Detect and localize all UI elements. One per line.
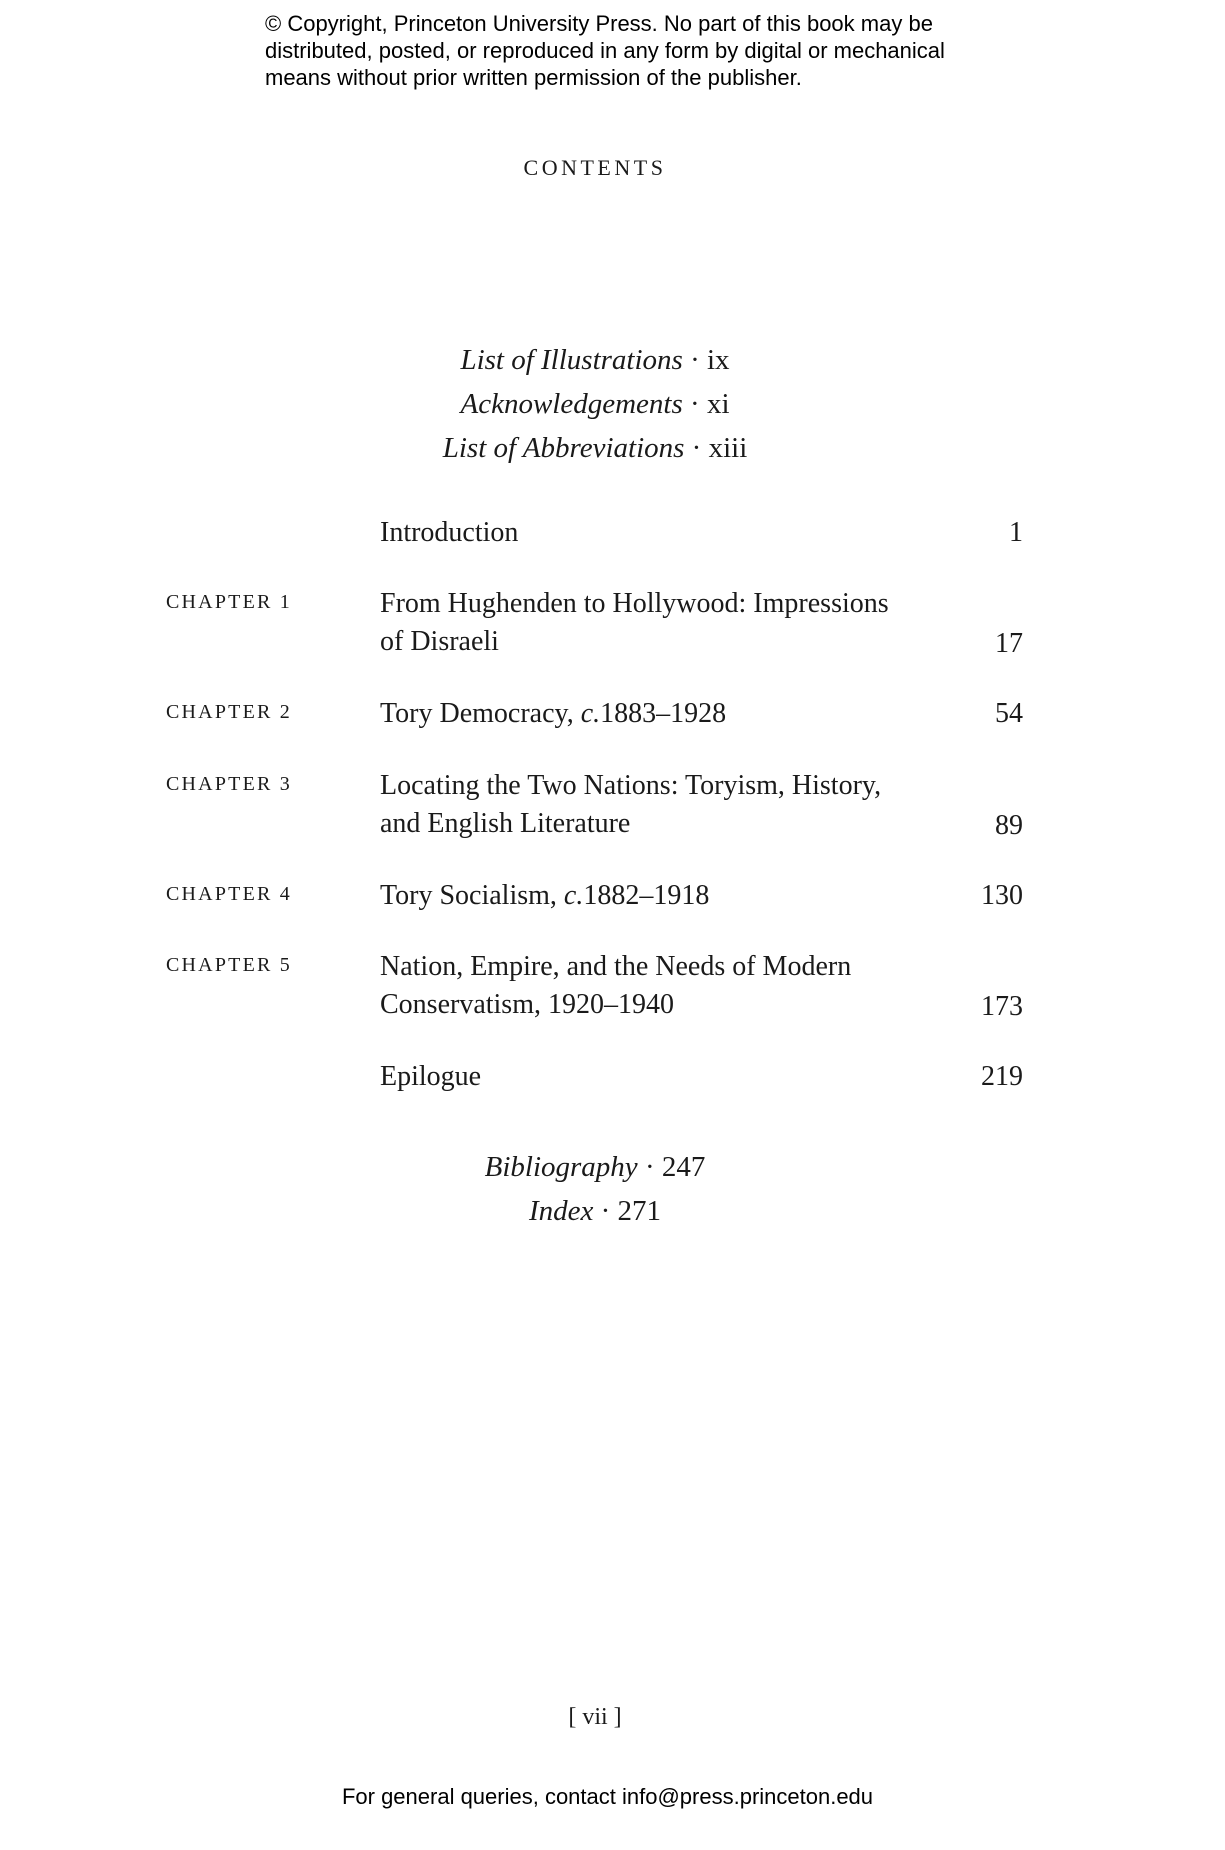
entry-title-line: Locating the Two Nations: Toryism, History, — [380, 770, 882, 801]
entry-title-dates: 1883–1928 — [600, 698, 727, 729]
separator: · — [682, 344, 707, 376]
back-matter-title: Bibliography — [484, 1151, 638, 1183]
back-matter-item[interactable] — [0, 1145, 1190, 1189]
back-matter-list — [0, 1145, 1190, 1233]
page-title: CONTENTS — [523, 155, 667, 180]
entry-title-text: Tory Socialism, — [380, 880, 564, 911]
front-matter-page: xiii — [708, 432, 748, 464]
chapter-label: CHAPTER 3 — [166, 773, 292, 795]
entry-page: 173 — [981, 991, 1023, 1022]
entry-title-line: Epilogue — [380, 1061, 482, 1092]
entry-title — [380, 767, 940, 843]
entry-title — [380, 514, 940, 552]
entry-title — [380, 948, 940, 1024]
entry-page: 17 — [995, 628, 1023, 659]
entry-title-circa: c. — [580, 698, 601, 729]
front-matter-page: xi — [706, 388, 730, 420]
entry-page: 1 — [1009, 517, 1023, 548]
back-matter-title: Index — [528, 1195, 594, 1227]
chapter-label: CHAPTER 2 — [166, 701, 292, 723]
entry-page: 219 — [981, 1061, 1023, 1092]
front-matter-title: Acknowledgements — [460, 388, 683, 420]
entry-title-line: Conservatism, 1920–1940 — [380, 989, 674, 1020]
copyright-line: means without prior written permission of the publisher. — [265, 65, 802, 90]
front-matter-title: List of Illustrations — [460, 344, 683, 376]
entry-title-circa: c. — [563, 880, 584, 911]
separator: · — [682, 388, 707, 420]
back-matter-item[interactable] — [0, 1189, 1190, 1233]
entry-title-line: and English Literature — [380, 808, 631, 839]
entry-title — [380, 877, 940, 915]
chapter-label: CHAPTER 4 — [166, 883, 292, 905]
entry-title-line: of Disraeli — [380, 626, 499, 657]
back-matter-page: 247 — [661, 1151, 706, 1183]
entry-title — [380, 1058, 940, 1096]
separator: · — [637, 1151, 662, 1183]
entry-title — [380, 695, 940, 733]
entry-page: 130 — [981, 880, 1023, 911]
entry-page: 54 — [995, 698, 1023, 729]
entry-title-line: From Hughenden to Hollywood: Impressions — [380, 588, 889, 619]
entry-title-line: Introduction — [380, 517, 519, 548]
chapter-label: CHAPTER 1 — [166, 591, 292, 613]
copyright-line: distributed, posted, or reproduced in any form by digital or mechanical — [265, 38, 945, 63]
separator: · — [684, 432, 709, 464]
contact-footer: For general queries, contact info@press.princeton.edu — [341, 1784, 874, 1809]
entry-page: 89 — [995, 810, 1023, 841]
entry-title — [380, 585, 940, 661]
page-number: [ vii ] — [568, 1704, 622, 1730]
entry-title-text: Tory Democracy, — [380, 698, 581, 729]
copyright-line: © Copyright, Princeton University Press. No part of this book may be — [265, 11, 933, 36]
entry-title-dates: 1882–1918 — [583, 880, 710, 911]
chapter-label: CHAPTER 5 — [166, 954, 292, 976]
separator: · — [593, 1195, 618, 1227]
entry-title-line: Nation, Empire, and the Needs of Modern — [380, 951, 852, 982]
back-matter-page: 271 — [617, 1195, 662, 1227]
front-matter-title: List of Abbreviations — [442, 432, 685, 464]
front-matter-page: ix — [707, 344, 730, 376]
